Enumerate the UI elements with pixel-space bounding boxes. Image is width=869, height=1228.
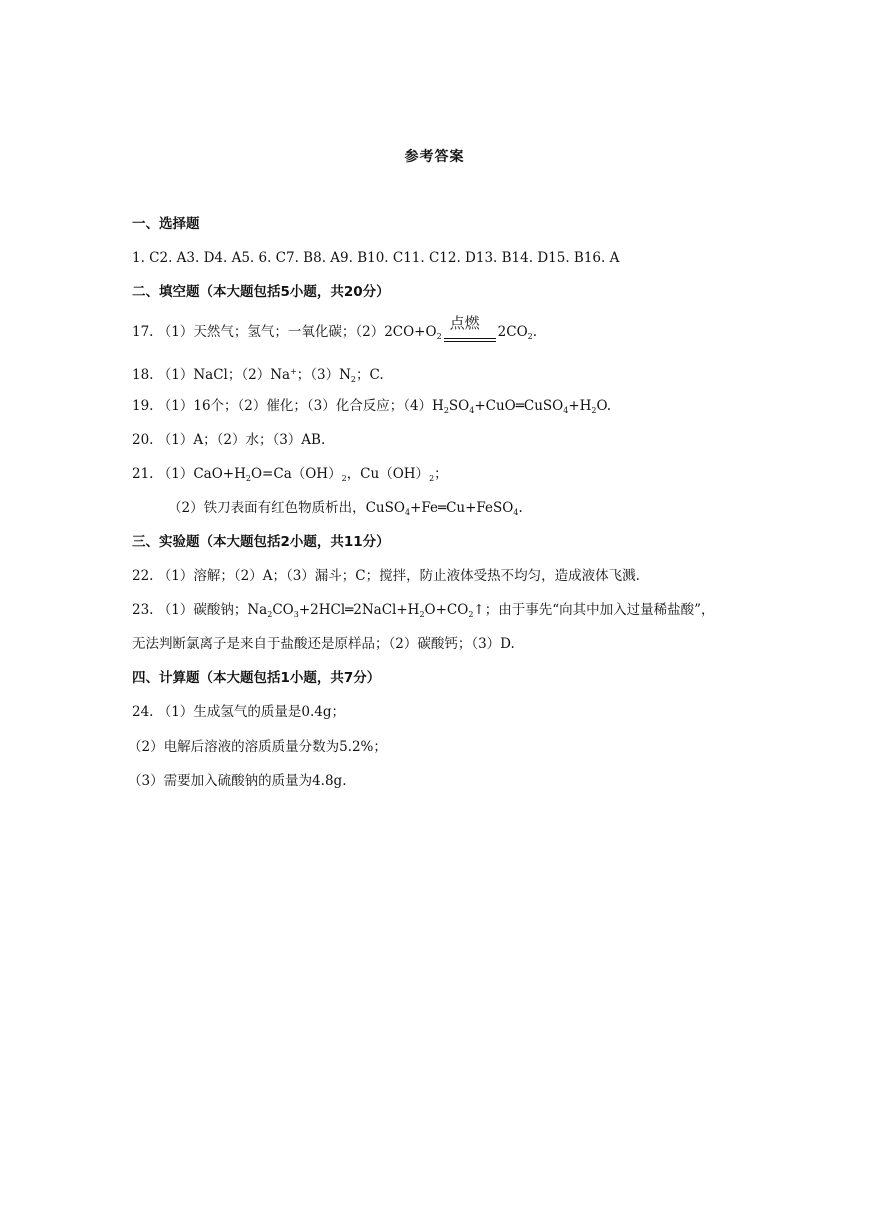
answer-23-line1: 23. （1）碳酸钠；$Na_2CO_3+2HCl═2NaCl+H_2O+CO_2↑$；由于事先“向其中加入过量稀盐酸”， bbox=[132, 602, 715, 619]
page-title: 参考答案 bbox=[404, 149, 465, 165]
reaction-condition-arrow bbox=[442, 314, 498, 347]
answer-21-part1: 21. $(1)CaO+H_2O=Ca(OH)_2$，$Cu(OH)_2$； bbox=[132, 466, 448, 483]
answer-24-part1: 24. （1）生成氢气的质量是0.4g； bbox=[132, 704, 345, 720]
section-heading-calculation: 四、计算题（本大题包括1小题，共7分） bbox=[132, 670, 381, 686]
answer-22: 22. （1）溶解；（2）A；（3）漏斗；C；搅拌，防止液体受热不均匀，造成液体飞溅. bbox=[132, 568, 640, 584]
section-heading-experiment: 三、实验题（本大题包括2小题，共11分） bbox=[132, 534, 390, 550]
answer-23-line2: 无法判断氯离子是来自于盐酸还是原样品；（2）碳酸钙；（3）D. bbox=[132, 636, 515, 652]
answer-17: 17. （1）天然气；氢气；一氧化碳；$(2)2CO+O_2$ 点燃 $2CO_2$. bbox=[132, 322, 537, 347]
answer-21-part2: （2）铁刀表面有红色物质析出，CuSO$_4$+Fe═Cu+FeSO$_4$. bbox=[168, 500, 523, 517]
answer-19: 19. （1）16个；（2）催化；（3）化合反应；$(4)H_2SO_4+CuO═CuSO_4+H_2O$. bbox=[132, 398, 612, 415]
choice-answers: 1. C2. A3. D4. A5. 6. C7. B8. A9. B10. C11. C12. D13. B14. D15. B16. A bbox=[132, 250, 620, 266]
answer-18: 18. （1）NaCl；（2）Na+；$(3)N_2$；C. bbox=[132, 367, 384, 384]
section-heading-fill: 二、填空题（本大题包括5小题，共20分） bbox=[132, 284, 390, 300]
section-heading-choice: 一、选择题 bbox=[132, 216, 200, 232]
answer-24-part2: （2）电解后溶液的溶质质量分数为5.2%； bbox=[128, 739, 387, 755]
condition-label: 点燃 bbox=[449, 314, 480, 332]
answer-24-part3: （3）需要加入硫酸钠的质量为4.8g. bbox=[128, 773, 347, 789]
answer-20: 20. （1）A；（2）水；（3）AB. bbox=[132, 432, 326, 448]
